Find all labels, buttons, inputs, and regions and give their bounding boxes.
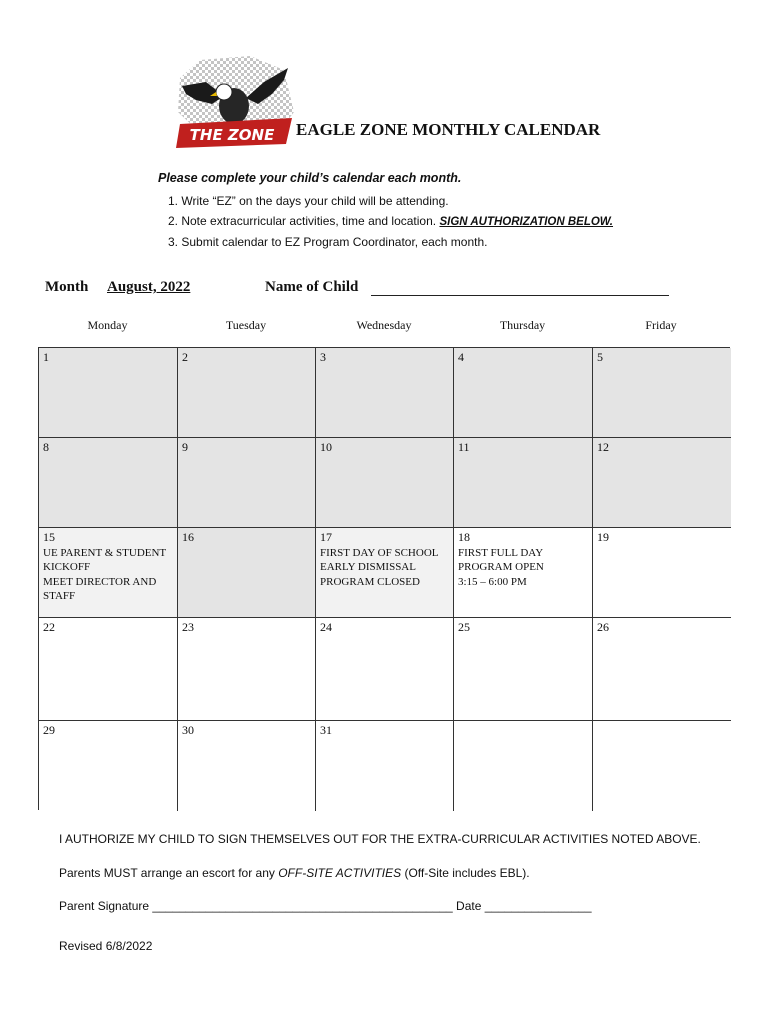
day-number: 9 (182, 440, 188, 454)
calendar-day-cell[interactable] (593, 721, 731, 811)
instruction-item-3: 3. Submit calendar to EZ Program Coordinator, each month. (168, 235, 488, 249)
calendar-day-cell[interactable] (454, 438, 593, 528)
day-number: 2 (182, 350, 188, 364)
calendar-day-cell[interactable] (39, 618, 178, 721)
month-label: Month (45, 279, 89, 295)
instruction-item-1: 1. Write “EZ” on the days your child will be attending. (168, 194, 449, 208)
calendar-day-cell[interactable] (178, 438, 316, 528)
weekday-label: Tuesday (225, 318, 267, 332)
day-number: 11 (458, 440, 470, 454)
day-number: 12 (597, 440, 609, 454)
calendar-day-cell[interactable] (316, 438, 454, 528)
day-number: 24 (320, 620, 332, 634)
instruction-item-2-text: 2. Note extracurricular activities, time and location. (168, 214, 440, 228)
parent-signature-line[interactable]: Parent Signature _____________________________________________ Date ________________ (59, 899, 592, 913)
weekday-label: Wednesday (356, 318, 412, 332)
day-number: 25 (458, 620, 470, 634)
day-number: 15 (43, 530, 55, 544)
child-name-label: Name of Child (265, 279, 359, 295)
day-number: 8 (43, 440, 49, 454)
calendar-day-cell[interactable] (178, 528, 316, 618)
calendar-day-cell[interactable] (178, 721, 316, 811)
day-number: 16 (182, 530, 194, 544)
calendar-day-cell[interactable] (316, 721, 454, 811)
weekday-label: Monday (87, 318, 128, 332)
calendar-day-cell[interactable] (593, 528, 731, 618)
calendar-day-cell[interactable] (593, 348, 731, 438)
instruction-item-2 (168, 214, 613, 228)
eagle-logo-icon (172, 52, 298, 152)
calendar-grid (38, 347, 730, 810)
weekday-label: Friday (645, 318, 677, 332)
day-number: 4 (458, 350, 464, 364)
revised-date: Revised 6/8/2022 (59, 939, 153, 953)
escort-notice (59, 866, 530, 880)
day-number: 22 (43, 620, 55, 634)
day-note: EARLY DISMISSAL (320, 561, 416, 573)
day-note: PROGRAM CLOSED (320, 575, 420, 588)
day-number: 29 (43, 723, 55, 737)
day-number: 10 (320, 440, 332, 454)
calendar-day-cell[interactable] (316, 618, 454, 721)
day-note: STAFF (43, 590, 76, 602)
calendar-day-cell[interactable] (178, 348, 316, 438)
day-note: KICKOFF (43, 561, 91, 573)
eagle-zone-logo (172, 52, 298, 152)
calendar-day-cell[interactable] (454, 528, 593, 618)
day-note: UE PARENT & STUDENT (43, 546, 167, 559)
child-name-field[interactable] (371, 295, 669, 296)
offsite-activities-emphasis: OFF-SITE ACTIVITIES (278, 866, 402, 880)
calendar-day-cell[interactable] (178, 618, 316, 721)
day-number: 5 (597, 350, 603, 364)
document-title: EAGLE ZONE MONTHLY CALENDAR (296, 120, 601, 139)
calendar-day-cell[interactable] (316, 348, 454, 438)
day-number: 1 (43, 350, 49, 364)
weekday-label: Thursday (499, 318, 546, 332)
calendar-day-cell[interactable] (454, 348, 593, 438)
day-note: 3:15 – 6:00 PM (458, 575, 527, 588)
calendar-day-cell[interactable] (39, 528, 178, 618)
day-number: 3 (320, 350, 326, 364)
calendar-day-cell[interactable] (454, 618, 593, 721)
escort-notice-text: Parents MUST arrange an escort for any (59, 866, 279, 880)
calendar-day-cell[interactable] (39, 721, 178, 811)
authorization-statement: I AUTHORIZE MY CHILD TO SIGN THEMSELVES OUT FOR THE EXTRA-CURRICULAR ACTIVITIES NOTED ABOVE. (59, 832, 701, 846)
day-number: 30 (182, 723, 194, 737)
calendar-day-cell[interactable] (454, 721, 593, 811)
logo-text: THE ZONE (189, 126, 275, 144)
day-number: 31 (320, 723, 332, 737)
day-note: PROGRAM OPEN (458, 561, 544, 573)
calendar-day-cell[interactable] (39, 348, 178, 438)
calendar-day-cell[interactable] (316, 528, 454, 618)
calendar-day-cell[interactable] (593, 618, 731, 721)
calendar-day-cell[interactable] (39, 438, 178, 528)
day-note: FIRST FULL DAY (458, 546, 544, 559)
day-number: 23 (182, 620, 194, 634)
day-number: 17 (320, 530, 332, 544)
instructions-heading: Please complete your child’s calendar each month. (158, 171, 462, 185)
day-number: 26 (597, 620, 609, 634)
day-number: 19 (597, 530, 609, 544)
day-note: MEET DIRECTOR AND (43, 575, 157, 588)
calendar-day-cell[interactable] (593, 438, 731, 528)
sign-authorization-emphasis: SIGN AUTHORIZATION BELOW. (439, 216, 614, 228)
day-note: FIRST DAY OF SCHOOL (320, 546, 439, 559)
escort-notice-suffix: (Off-Site includes EBL). (401, 866, 530, 880)
day-number: 18 (458, 530, 470, 544)
month-value[interactable]: August, 2022 (107, 279, 191, 295)
